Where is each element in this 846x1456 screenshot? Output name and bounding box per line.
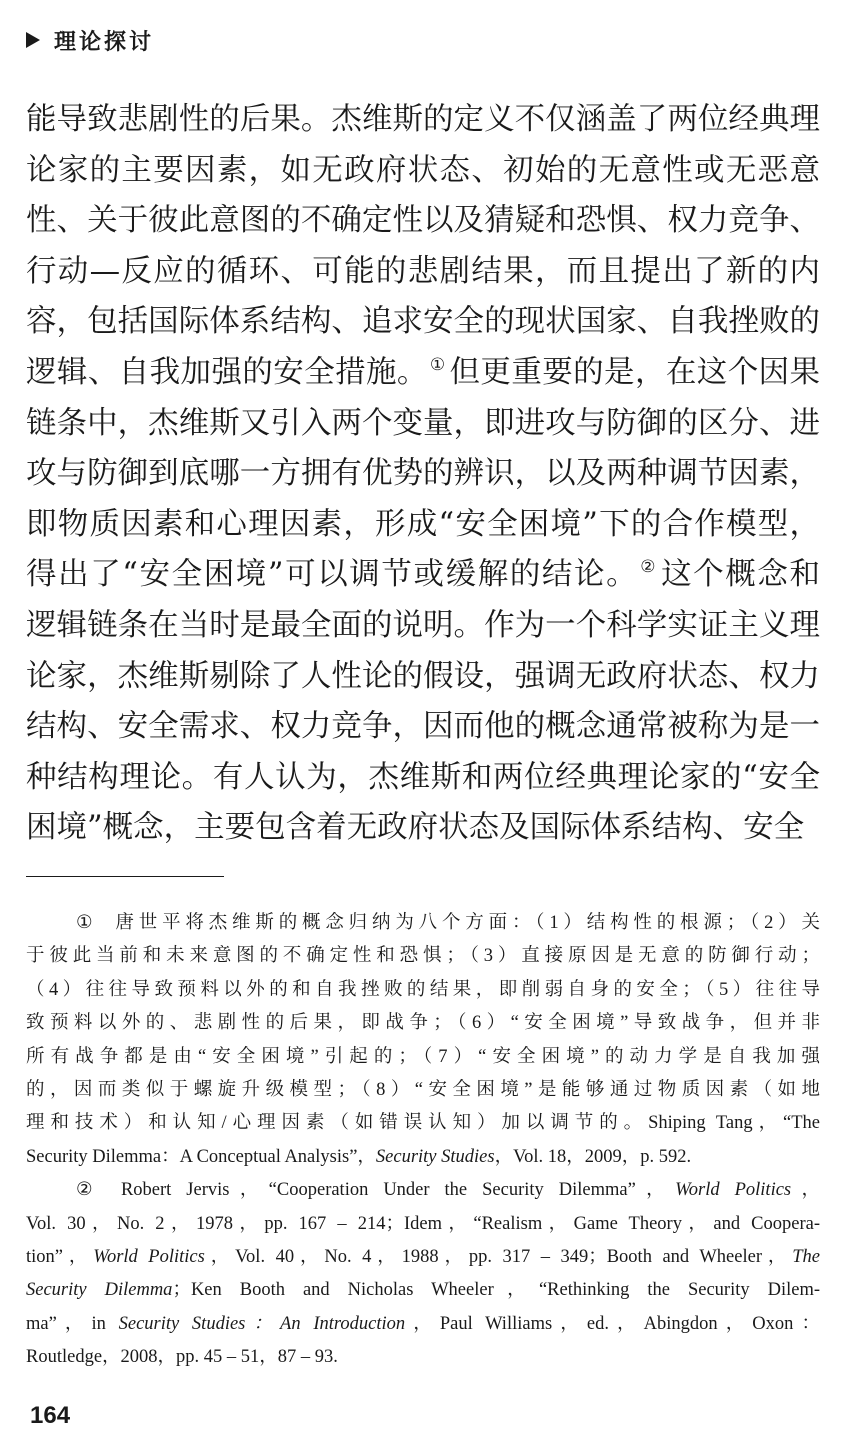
journal-title: World Politics bbox=[93, 1246, 205, 1267]
footnote-1-line bbox=[26, 1141, 820, 1174]
footnote-1-line: 理和技术）和认知/心理因素（如错误认知）加以调节的。Shiping Tang，“The bbox=[26, 1113, 820, 1134]
body-line-part: 这个概念和 bbox=[661, 557, 820, 593]
running-header bbox=[26, 24, 154, 56]
page-number: 164 bbox=[30, 1402, 71, 1429]
section-title: 理论探讨 bbox=[54, 29, 155, 55]
footnotes bbox=[26, 907, 820, 1374]
footnote-text: 唐世平将杰维斯的概念归纳为八个方面：（1）结构性的根源；（2）关 bbox=[115, 913, 820, 933]
body-line: 行动—反应的循环、可能的悲剧结果，而且提出了新的内 bbox=[26, 253, 820, 289]
body-line: 逻辑链条在当时是最全面的说明。作为一个科学实证主义理 bbox=[26, 607, 820, 643]
footnote-1-line: 致预料以外的、悲剧性的后果，即战争；（6）“安全困境”导致战争，但并非 bbox=[26, 1013, 820, 1034]
footnote-ref-2[interactable]: ② bbox=[640, 557, 658, 578]
footnote-2-mark: ② bbox=[76, 1180, 103, 1201]
body-line: 种结构理论。有人认为，杰维斯和两位经典理论家的“安全 bbox=[26, 759, 820, 795]
footnote-2-line: Routledge，2008，pp. 45 – 51，87 – 93. bbox=[26, 1347, 338, 1368]
body-line: 论家的主要因素，如无政府状态、初始的无意性或无恶意 bbox=[26, 152, 820, 188]
footnote-text: Security Dilemma：A Conceptual Analysis”， bbox=[26, 1146, 376, 1167]
body-line bbox=[26, 550, 820, 601]
footnote-ref-1[interactable]: ① bbox=[429, 354, 446, 375]
footnote-text: Robert Jervis，“Cooperation Under the Security Dilemma”， bbox=[120, 1180, 676, 1201]
footnote-text: ， bbox=[791, 1180, 820, 1201]
footnote-1-line: 所有战争都是由“安全困境”引起的；（7）“安全困境”的动力学是自我加强 bbox=[26, 1046, 820, 1067]
footnote-text: tion”， bbox=[26, 1246, 94, 1267]
book-title: Security Studies：An Introduction bbox=[118, 1313, 406, 1334]
body-line: 链条中，杰维斯又引入两个变量，即进攻与防御的区分、进 bbox=[26, 405, 820, 441]
footnote-2-line: Vol. 30，No. 2，1978，pp. 167 – 214；Idem，“Realism，Game Theory，and Coopera- bbox=[26, 1213, 820, 1234]
footnote-text: ，Vol. 40，No. 4，1988，pp. 317 – 349；Booth and Wheeler， bbox=[204, 1246, 793, 1267]
footnote-1-mark: ① bbox=[76, 913, 98, 933]
triangle-marker-icon bbox=[26, 32, 40, 48]
body-line-part: 逻辑、自我加强的安全措施。 bbox=[26, 354, 428, 390]
footnote-text: ，Paul Williams，ed.，Abingdon，Oxon： bbox=[405, 1313, 820, 1334]
body-paragraph bbox=[26, 95, 820, 854]
footnote-2-line bbox=[26, 1174, 820, 1207]
body-line: 性、关于彼此意图的不确定性以及猜疑和恐惧、权力竞争、 bbox=[26, 203, 820, 239]
footnote-1-line: 于彼此当前和未来意图的不确定性和恐惧；（3）直接原因是无意的防御行动； bbox=[26, 946, 820, 967]
footnote-text: ，Vol. 18，2009，p. 592. bbox=[494, 1146, 692, 1167]
journal-title: World Politics bbox=[675, 1180, 792, 1201]
body-line-part: 但更重要的是，在这个因果 bbox=[449, 354, 821, 390]
footnote-2-line bbox=[26, 1308, 820, 1341]
book-title: The bbox=[792, 1246, 820, 1267]
body-line: 论家，杰维斯剔除了人性论的假设，强调无政府状态、权力 bbox=[26, 658, 820, 694]
body-line bbox=[26, 348, 820, 399]
body-line: 结构、安全需求、权力竞争，因而他的概念通常被称为是一 bbox=[26, 709, 820, 745]
journal-title: Security Studies bbox=[375, 1146, 495, 1167]
body-line: 即物质因素和心理因素，形成“安全困境”下的合作模型， bbox=[26, 506, 820, 542]
footnote-text: ；Ken Booth and Nicholas Wheeler，“Rethinking the Security Dilem- bbox=[172, 1280, 821, 1301]
footnote-text: ma”，in bbox=[26, 1313, 119, 1334]
body-line-part: 得出了“安全困境”可以调节或缓解的结论。 bbox=[26, 557, 639, 593]
footnote-1-line bbox=[26, 907, 820, 940]
book-title: Security Dilemma bbox=[26, 1280, 173, 1301]
body-line: 能导致悲剧性的后果。杰维斯的定义不仅涵盖了两位经典理 bbox=[26, 102, 820, 137]
footnote-2-line bbox=[26, 1241, 820, 1274]
footnote-1-line: 的，因而类似于螺旋升级模型；（8）“安全困境”是能够通过物质因素（如地 bbox=[26, 1079, 820, 1100]
body-line: 攻与防御到底哪一方拥有优势的辨识，以及两种调节因素， bbox=[26, 456, 820, 492]
footnote-1-line: （4）往往导致预料以外的和自我挫败的结果，即削弱自身的安全；（5）往往导 bbox=[26, 979, 820, 1000]
footnote-2-line bbox=[26, 1274, 820, 1307]
footnote-divider bbox=[26, 876, 224, 877]
body-line: 困境”概念，主要包含着无政府状态及国际体系结构、安全 bbox=[26, 810, 805, 846]
body-line: 容，包括国际体系结构、追求安全的现状国家、自我挫败的 bbox=[26, 304, 820, 340]
